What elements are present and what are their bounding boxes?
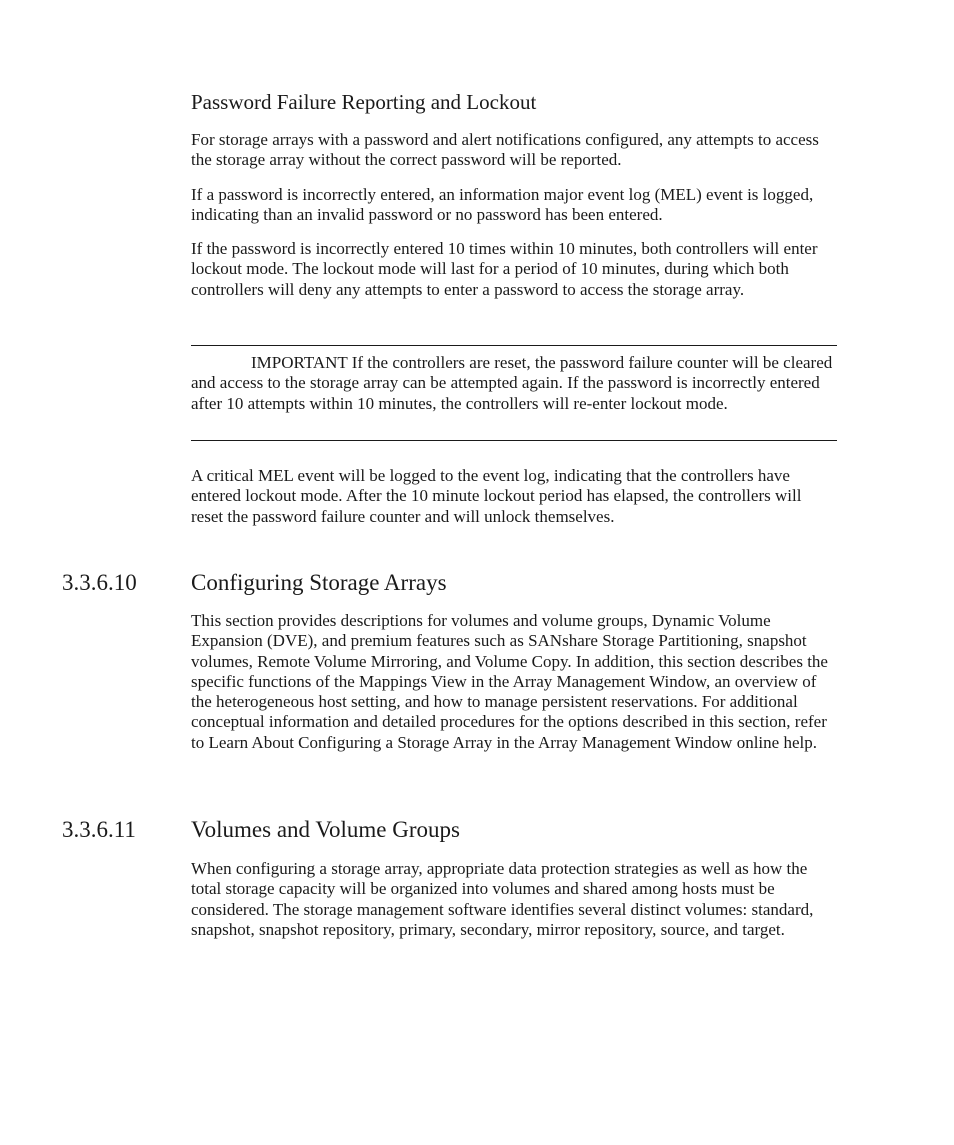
paragraph-reporting: [191, 130, 837, 171]
section-number: 3.3.6.11: [62, 817, 136, 842]
important-note-box: [191, 345, 837, 441]
paragraph-text: This section provides descriptions for volumes and volume groups, Dynamic Volume Expansion (DVE), and premium features such as SANshare Storage Partitioning, snapshot volumes, Remote Volume Mirroring, and Volume Copy. In addition, this section describes the specific functions of the Mappings View in the Array Management Window, an overview of the heterogeneous host setting, and how to manage persistent reservations. For additional conceptual information and detailed procedures for the options described in this section, refer to Learn About Configuring a Storage Array in the Array Management Window online help.: [191, 611, 828, 752]
paragraph-text: For storage arrays with a password and alert notifications configured, any attempts to access the storage array without the correct password will be reported.: [191, 130, 819, 170]
paragraph-mel-event: [191, 185, 837, 226]
paragraph-lockout-mode: [191, 239, 837, 300]
paragraph-critical-mel: [191, 466, 837, 527]
paragraph-text: If a password is incorrectly entered, an information major event log (MEL) event is logged, indicating than an invalid password or no password has been entered.: [191, 185, 814, 225]
important-note-text: IMPORTANT If the controllers are reset, the password failure counter will be cleared and access to the storage array can be attempted again. If the password is incorrectly entered after 10 attempts within 10 minutes, the controllers will re-enter lockout mode.: [191, 353, 833, 413]
section-title: Volumes and Volume Groups: [191, 817, 460, 842]
subsection-heading: Password Failure Reporting and Lockout: [191, 90, 537, 114]
paragraph-text: A critical MEL event will be logged to the event log, indicating that the controllers have entered lockout mode. After the 10 minute lockout period has elapsed, the controllers will reset the password failure counter and will unlock themselves.: [191, 466, 802, 526]
section-title: Configuring Storage Arrays: [191, 570, 447, 595]
section-body: [191, 611, 837, 753]
section-body: [191, 859, 837, 940]
paragraph-text: If the password is incorrectly entered 10 times within 10 minutes, both controllers will enter lockout mode. The lockout mode will last for a period of 10 minutes, during which both controllers will deny any attempts to enter a password to access the storage array.: [191, 239, 818, 299]
section-number: 3.3.6.10: [62, 570, 137, 595]
paragraph-text: When configuring a storage array, appropriate data protection strategies as well as how the total storage capacity will be organized into volumes and shared among hosts must be considered. The storage management software identifies several distinct volumes: standard, snapshot, snapshot repository, primary, secondary, mirror repository, source, and target.: [191, 859, 814, 939]
